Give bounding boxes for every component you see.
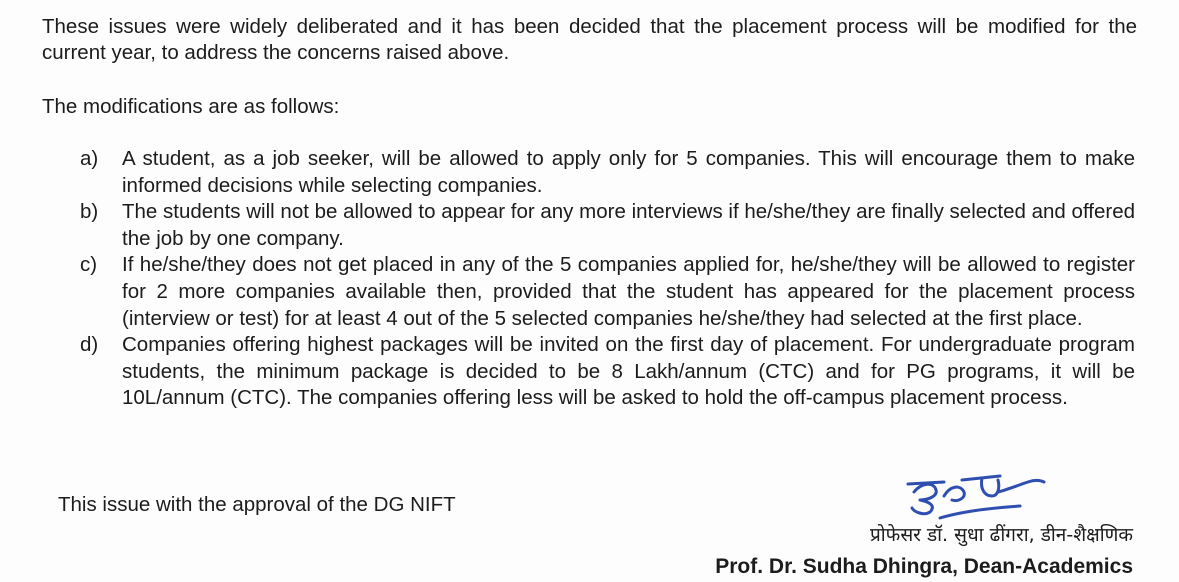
list-item-text: Companies offering highest packages will be invited on the first day of placement. For undergraduate program students, the minimum package is decided to be 8 Lakh/annum (CTC) and for PG programs, it will be 10L/annum (CTC). The companies offering less will be asked to hold the off-campus placement process. bbox=[122, 333, 1135, 410]
modifications-list bbox=[80, 146, 1135, 412]
modifications-heading: The modifications are as follows: bbox=[42, 95, 340, 118]
list-item bbox=[80, 252, 1135, 332]
list-item-text: The students will not be allowed to appear for any more interviews if he/she/they are finally selected and offered the job by one company. bbox=[122, 200, 1135, 250]
list-marker: c) bbox=[80, 253, 98, 277]
handwritten-signature bbox=[900, 462, 1050, 524]
list-marker: b) bbox=[80, 200, 99, 224]
signatory-name-english: Prof. Dr. Sudha Dhingra, Dean-Academics bbox=[715, 555, 1133, 578]
list-item-text: If he/she/they does not get placed in any of the 5 companies applied for, he/she/they will be allowed to register for 2 more companies available then, provided that the student has appeared for the placement process (interview or test) for at least 4 out of the 5 selected companies he/she/they had selected at the first place. bbox=[122, 253, 1135, 330]
list-item bbox=[80, 146, 1135, 199]
intro-paragraph: These issues were widely deliberated and it has been decided that the placement process will be modified for the current year, to address the concerns raised above. bbox=[42, 15, 1137, 64]
approval-note: This issue with the approval of the DG NIFT bbox=[58, 493, 456, 516]
signatory-name-hindi: प्रोफेसर डॉ. सुधा ढींगरा, डीन-शैक्षणिक bbox=[869, 524, 1133, 546]
list-item bbox=[80, 332, 1135, 412]
list-item-text: A student, as a job seeker, will be allowed to apply only for 5 companies. This will encourage them to make informed decisions while selecting companies. bbox=[122, 147, 1135, 197]
list-item bbox=[80, 199, 1135, 252]
list-marker: a) bbox=[80, 147, 99, 170]
list-marker: d) bbox=[80, 333, 99, 357]
